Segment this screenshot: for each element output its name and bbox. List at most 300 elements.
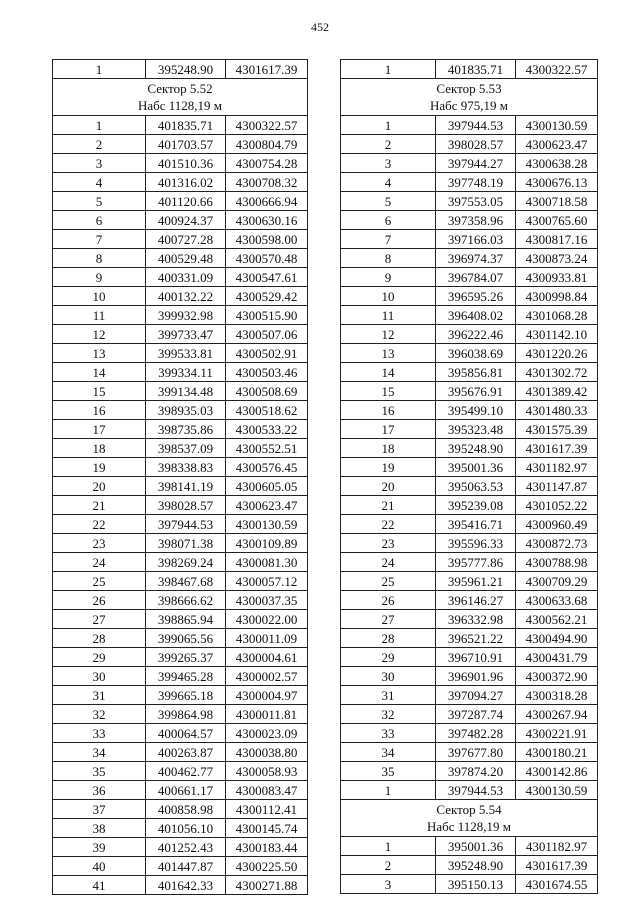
y-coordinate-cell: 4300022.00	[226, 610, 308, 629]
point-number-cell: 32	[341, 705, 436, 724]
point-number-cell: 31	[341, 686, 436, 705]
x-coordinate-cell: 398141.19	[146, 477, 226, 496]
y-coordinate-cell: 4300081.30	[226, 553, 308, 572]
y-coordinate-cell: 4300322.57	[516, 60, 598, 79]
x-coordinate-cell: 396222.46	[436, 325, 516, 344]
table-row	[53, 743, 308, 762]
table-row	[53, 287, 308, 306]
y-coordinate-cell: 4300267.94	[516, 705, 598, 724]
y-coordinate-cell: 4300011.09	[226, 629, 308, 648]
y-coordinate-cell: 4300494.90	[516, 629, 598, 648]
y-coordinate-cell: 4300788.98	[516, 553, 598, 572]
table-row	[341, 344, 598, 363]
sector-length: Набс 975,19 м	[429, 98, 509, 113]
point-number-cell: 20	[53, 477, 146, 496]
table-row	[53, 60, 308, 79]
y-coordinate-cell: 4300180.21	[516, 743, 598, 762]
x-coordinate-cell: 401316.02	[146, 173, 226, 192]
table-row	[53, 325, 308, 344]
table-row	[341, 382, 598, 401]
table-row	[53, 401, 308, 420]
y-coordinate-cell: 4300633.68	[516, 591, 598, 610]
x-coordinate-cell: 398028.57	[146, 496, 226, 515]
table-row	[53, 819, 308, 838]
point-number-cell: 15	[341, 382, 436, 401]
table-row	[53, 477, 308, 496]
x-coordinate-cell: 397287.74	[436, 705, 516, 724]
y-coordinate-cell: 4300708.32	[226, 173, 308, 192]
table-row	[53, 306, 308, 325]
y-coordinate-cell: 4300666.94	[226, 192, 308, 211]
table-row	[341, 629, 598, 648]
point-number-cell: 23	[341, 534, 436, 553]
y-coordinate-cell: 4300503.46	[226, 363, 308, 382]
y-coordinate-cell: 4300058.93	[226, 762, 308, 781]
table-row	[341, 249, 598, 268]
y-coordinate-cell: 4300605.05	[226, 477, 308, 496]
y-coordinate-cell: 4300112.41	[226, 800, 308, 819]
x-coordinate-cell: 396146.27	[436, 591, 516, 610]
x-coordinate-cell: 400727.28	[146, 230, 226, 249]
x-coordinate-cell: 401510.36	[146, 154, 226, 173]
x-coordinate-cell: 400064.57	[146, 724, 226, 743]
y-coordinate-cell: 4300623.47	[226, 496, 308, 515]
point-number-cell: 10	[53, 287, 146, 306]
table-row	[341, 192, 598, 211]
x-coordinate-cell: 395001.36	[436, 837, 516, 856]
y-coordinate-cell: 4301052.22	[516, 496, 598, 515]
y-coordinate-cell: 4300004.97	[226, 686, 308, 705]
point-number-cell: 1	[341, 116, 436, 135]
x-coordinate-cell: 397874.20	[436, 762, 516, 781]
y-coordinate-cell: 4300623.47	[516, 135, 598, 154]
x-coordinate-cell: 398028.57	[436, 135, 516, 154]
point-number-cell: 37	[53, 800, 146, 819]
table-row	[341, 363, 598, 382]
point-number-cell: 36	[53, 781, 146, 800]
y-coordinate-cell: 4300552.51	[226, 439, 308, 458]
y-coordinate-cell: 4300570.48	[226, 249, 308, 268]
table-row	[341, 496, 598, 515]
point-number-cell: 30	[341, 667, 436, 686]
x-coordinate-cell: 395961.21	[436, 572, 516, 591]
table-row	[53, 496, 308, 515]
point-number-cell: 19	[53, 458, 146, 477]
x-coordinate-cell: 399533.81	[146, 344, 226, 363]
page-number: 452	[311, 20, 329, 34]
point-number-cell: 7	[341, 230, 436, 249]
x-coordinate-cell: 400924.37	[146, 211, 226, 230]
x-coordinate-cell: 400462.77	[146, 762, 226, 781]
point-number-cell: 15	[53, 382, 146, 401]
table-row	[341, 116, 598, 135]
x-coordinate-cell: 401703.57	[146, 135, 226, 154]
point-number-cell: 29	[53, 648, 146, 667]
y-coordinate-cell: 4300130.59	[516, 116, 598, 135]
sector-header-row	[53, 79, 308, 116]
x-coordinate-cell: 396521.22	[436, 629, 516, 648]
y-coordinate-cell: 4300109.89	[226, 534, 308, 553]
table-row	[341, 306, 598, 325]
point-number-cell: 7	[53, 230, 146, 249]
x-coordinate-cell: 398537.09	[146, 439, 226, 458]
x-coordinate-cell: 396595.26	[436, 287, 516, 306]
x-coordinate-cell: 395323.48	[436, 420, 516, 439]
y-coordinate-cell: 4301220.26	[516, 344, 598, 363]
y-coordinate-cell: 4301142.10	[516, 325, 598, 344]
x-coordinate-cell: 401447.87	[146, 857, 226, 876]
y-coordinate-cell: 4300002.57	[226, 667, 308, 686]
x-coordinate-cell: 398865.94	[146, 610, 226, 629]
y-coordinate-cell: 4301068.28	[516, 306, 598, 325]
table-row	[53, 154, 308, 173]
table-row	[341, 667, 598, 686]
x-coordinate-cell: 401056.10	[146, 819, 226, 838]
x-coordinate-cell: 398735.86	[146, 420, 226, 439]
x-coordinate-cell: 395150.13	[436, 875, 516, 894]
table-row	[341, 401, 598, 420]
table-row	[341, 154, 598, 173]
table-row	[341, 477, 598, 496]
table-row	[341, 534, 598, 553]
y-coordinate-cell: 4301182.97	[516, 458, 598, 477]
x-coordinate-cell: 395676.91	[436, 382, 516, 401]
y-coordinate-cell: 4301182.97	[516, 837, 598, 856]
x-coordinate-cell: 397553.05	[436, 192, 516, 211]
point-number-cell: 41	[53, 876, 146, 895]
x-coordinate-cell: 395001.36	[436, 458, 516, 477]
y-coordinate-cell: 4300804.79	[226, 135, 308, 154]
x-coordinate-cell: 401120.66	[146, 192, 226, 211]
point-number-cell: 29	[341, 648, 436, 667]
y-coordinate-cell: 4300507.06	[226, 325, 308, 344]
point-number-cell: 13	[53, 344, 146, 363]
x-coordinate-cell: 397358.96	[436, 211, 516, 230]
point-number-cell: 2	[341, 135, 436, 154]
x-coordinate-cell: 396332.98	[436, 610, 516, 629]
sector-header	[341, 800, 598, 837]
table-row	[53, 192, 308, 211]
table-row	[53, 686, 308, 705]
point-number-cell: 34	[341, 743, 436, 762]
y-coordinate-cell: 4300960.49	[516, 515, 598, 534]
table-row	[341, 743, 598, 762]
table-row	[341, 553, 598, 572]
y-coordinate-cell: 4300225.50	[226, 857, 308, 876]
table-row	[341, 648, 598, 667]
table-row	[53, 762, 308, 781]
y-coordinate-cell: 4300023.09	[226, 724, 308, 743]
y-coordinate-cell: 4300011.81	[226, 705, 308, 724]
point-number-cell: 4	[341, 173, 436, 192]
point-number-cell: 25	[53, 572, 146, 591]
x-coordinate-cell: 399864.98	[146, 705, 226, 724]
table-row	[341, 287, 598, 306]
x-coordinate-cell: 395239.08	[436, 496, 516, 515]
point-number-cell: 25	[341, 572, 436, 591]
x-coordinate-cell: 399665.18	[146, 686, 226, 705]
point-number-cell: 33	[53, 724, 146, 743]
table-row	[53, 382, 308, 401]
point-number-cell: 24	[53, 553, 146, 572]
table-row	[341, 572, 598, 591]
x-coordinate-cell: 401835.71	[146, 116, 226, 135]
point-number-cell: 6	[53, 211, 146, 230]
y-coordinate-cell: 4300145.74	[226, 819, 308, 838]
x-coordinate-cell: 395777.86	[436, 553, 516, 572]
sector-header-row	[341, 800, 598, 837]
point-number-cell: 16	[341, 401, 436, 420]
x-coordinate-cell: 399065.56	[146, 629, 226, 648]
y-coordinate-cell: 4300518.62	[226, 401, 308, 420]
y-coordinate-cell: 4300817.16	[516, 230, 598, 249]
x-coordinate-cell: 397944.53	[436, 781, 516, 800]
y-coordinate-cell: 4300547.61	[226, 268, 308, 287]
table-row	[53, 116, 308, 135]
y-coordinate-cell: 4301617.39	[516, 439, 598, 458]
y-coordinate-cell: 4300372.90	[516, 667, 598, 686]
x-coordinate-cell: 400263.87	[146, 743, 226, 762]
x-coordinate-cell: 400529.48	[146, 249, 226, 268]
x-coordinate-cell: 401835.71	[436, 60, 516, 79]
table-row	[53, 173, 308, 192]
y-coordinate-cell: 4301575.39	[516, 420, 598, 439]
y-coordinate-cell: 4300529.42	[226, 287, 308, 306]
point-number-cell: 21	[341, 496, 436, 515]
table-row	[53, 458, 308, 477]
table-row	[53, 800, 308, 819]
y-coordinate-cell: 4300562.21	[516, 610, 598, 629]
point-number-cell: 11	[341, 306, 436, 325]
point-number-cell: 2	[53, 135, 146, 154]
y-coordinate-cell: 4300676.13	[516, 173, 598, 192]
table-row	[53, 439, 308, 458]
x-coordinate-cell: 396974.37	[436, 249, 516, 268]
y-coordinate-cell: 4300872.73	[516, 534, 598, 553]
point-number-cell: 1	[53, 116, 146, 135]
table-row	[53, 515, 308, 534]
point-number-cell: 1	[341, 781, 436, 800]
y-coordinate-cell: 4300038.80	[226, 743, 308, 762]
table-row	[341, 173, 598, 192]
point-number-cell: 17	[53, 420, 146, 439]
table-row	[341, 705, 598, 724]
point-number-cell: 39	[53, 838, 146, 857]
y-coordinate-cell: 4300221.91	[516, 724, 598, 743]
point-number-cell: 5	[341, 192, 436, 211]
x-coordinate-cell: 397944.53	[436, 116, 516, 135]
table-row	[53, 249, 308, 268]
point-number-cell: 12	[341, 325, 436, 344]
point-number-cell: 31	[53, 686, 146, 705]
point-number-cell: 1	[53, 60, 146, 79]
y-coordinate-cell: 4300318.28	[516, 686, 598, 705]
x-coordinate-cell: 400858.98	[146, 800, 226, 819]
table-row	[341, 515, 598, 534]
table-row	[53, 667, 308, 686]
point-number-cell: 14	[341, 363, 436, 382]
x-coordinate-cell: 395063.53	[436, 477, 516, 496]
y-coordinate-cell: 4300718.58	[516, 192, 598, 211]
table-row	[341, 856, 598, 875]
point-number-cell: 34	[53, 743, 146, 762]
point-number-cell: 1	[341, 60, 436, 79]
point-number-cell: 26	[341, 591, 436, 610]
y-coordinate-cell: 4301617.39	[516, 856, 598, 875]
point-number-cell: 3	[341, 875, 436, 894]
point-number-cell: 28	[53, 629, 146, 648]
point-number-cell: 21	[53, 496, 146, 515]
y-coordinate-cell: 4300183.44	[226, 838, 308, 857]
y-coordinate-cell: 4300271.88	[226, 876, 308, 895]
sector-header-row	[341, 79, 598, 116]
point-number-cell: 8	[53, 249, 146, 268]
x-coordinate-cell: 401642.33	[146, 876, 226, 895]
table-row	[53, 781, 308, 800]
table-row	[53, 610, 308, 629]
y-coordinate-cell: 4300037.35	[226, 591, 308, 610]
y-coordinate-cell: 4301389.42	[516, 382, 598, 401]
y-coordinate-cell: 4301302.72	[516, 363, 598, 382]
point-number-cell: 32	[53, 705, 146, 724]
y-coordinate-cell: 4300630.16	[226, 211, 308, 230]
point-number-cell: 10	[341, 287, 436, 306]
y-coordinate-cell: 4300502.91	[226, 344, 308, 363]
x-coordinate-cell: 397094.27	[436, 686, 516, 705]
x-coordinate-cell: 398269.24	[146, 553, 226, 572]
y-coordinate-cell: 4301480.33	[516, 401, 598, 420]
y-coordinate-cell: 4300142.86	[516, 762, 598, 781]
x-coordinate-cell: 396408.02	[436, 306, 516, 325]
table-row	[341, 724, 598, 743]
y-coordinate-cell: 4300515.90	[226, 306, 308, 325]
x-coordinate-cell: 395499.10	[436, 401, 516, 420]
point-number-cell: 1	[341, 837, 436, 856]
table-row	[53, 268, 308, 287]
point-number-cell: 24	[341, 553, 436, 572]
point-number-cell: 22	[53, 515, 146, 534]
x-coordinate-cell: 401252.43	[146, 838, 226, 857]
point-number-cell: 28	[341, 629, 436, 648]
point-number-cell: 35	[341, 762, 436, 781]
x-coordinate-cell: 395596.33	[436, 534, 516, 553]
point-number-cell: 33	[341, 724, 436, 743]
table-row	[53, 344, 308, 363]
sector-length: Набс 1128,19 м	[137, 98, 223, 113]
table-row	[341, 60, 598, 79]
table-row	[53, 420, 308, 439]
x-coordinate-cell: 399134.48	[146, 382, 226, 401]
point-number-cell: 27	[341, 610, 436, 629]
y-coordinate-cell: 4300638.28	[516, 154, 598, 173]
x-coordinate-cell: 398338.83	[146, 458, 226, 477]
y-coordinate-cell: 4300998.84	[516, 287, 598, 306]
x-coordinate-cell: 395248.90	[436, 856, 516, 875]
point-number-cell: 3	[53, 154, 146, 173]
y-coordinate-cell: 4300322.57	[226, 116, 308, 135]
point-number-cell: 26	[53, 591, 146, 610]
x-coordinate-cell: 395856.81	[436, 363, 516, 382]
y-coordinate-cell: 4301147.87	[516, 477, 598, 496]
point-number-cell: 38	[53, 819, 146, 838]
table-row	[341, 135, 598, 154]
point-number-cell: 4	[53, 173, 146, 192]
point-number-cell: 5	[53, 192, 146, 211]
y-coordinate-cell: 4300004.61	[226, 648, 308, 667]
point-number-cell: 11	[53, 306, 146, 325]
y-coordinate-cell: 4301617.39	[226, 60, 308, 79]
y-coordinate-cell: 4300130.59	[516, 781, 598, 800]
x-coordinate-cell: 400661.17	[146, 781, 226, 800]
y-coordinate-cell: 4300765.60	[516, 211, 598, 230]
table-row	[341, 875, 598, 894]
table-row	[341, 591, 598, 610]
x-coordinate-cell: 396784.07	[436, 268, 516, 287]
table-row	[53, 724, 308, 743]
table-row	[53, 648, 308, 667]
point-number-cell: 12	[53, 325, 146, 344]
point-number-cell: 35	[53, 762, 146, 781]
x-coordinate-cell: 397482.28	[436, 724, 516, 743]
x-coordinate-cell: 399465.28	[146, 667, 226, 686]
x-coordinate-cell: 399733.47	[146, 325, 226, 344]
x-coordinate-cell: 398935.03	[146, 401, 226, 420]
x-coordinate-cell: 398467.68	[146, 572, 226, 591]
table-row	[53, 857, 308, 876]
x-coordinate-cell: 397748.19	[436, 173, 516, 192]
sector-header	[53, 79, 308, 116]
table-row	[53, 211, 308, 230]
point-number-cell: 3	[341, 154, 436, 173]
point-number-cell: 2	[341, 856, 436, 875]
x-coordinate-cell: 397944.27	[436, 154, 516, 173]
point-number-cell: 6	[341, 211, 436, 230]
point-number-cell: 9	[341, 268, 436, 287]
point-number-cell: 30	[53, 667, 146, 686]
x-coordinate-cell: 398071.38	[146, 534, 226, 553]
table-row	[341, 762, 598, 781]
x-coordinate-cell: 395248.90	[436, 439, 516, 458]
y-coordinate-cell: 4300709.29	[516, 572, 598, 591]
table-row	[53, 591, 308, 610]
table-row	[341, 230, 598, 249]
table-row	[53, 572, 308, 591]
point-number-cell: 14	[53, 363, 146, 382]
x-coordinate-cell: 395248.90	[146, 60, 226, 79]
point-number-cell: 18	[341, 439, 436, 458]
coordinates-table-left-body	[53, 60, 308, 895]
y-coordinate-cell: 4301674.55	[516, 875, 598, 894]
y-coordinate-cell: 4300754.28	[226, 154, 308, 173]
point-number-cell: 9	[53, 268, 146, 287]
point-number-cell: 22	[341, 515, 436, 534]
y-coordinate-cell: 4300057.12	[226, 572, 308, 591]
x-coordinate-cell: 400331.09	[146, 268, 226, 287]
table-row	[341, 268, 598, 287]
table-row	[341, 211, 598, 230]
x-coordinate-cell: 399265.37	[146, 648, 226, 667]
table-row	[53, 876, 308, 895]
x-coordinate-cell: 396710.91	[436, 648, 516, 667]
x-coordinate-cell: 397944.53	[146, 515, 226, 534]
point-number-cell: 16	[53, 401, 146, 420]
sector-title: Сектор 5.53	[436, 81, 502, 96]
x-coordinate-cell: 395416.71	[436, 515, 516, 534]
sector-title: Сектор 5.54	[436, 802, 502, 817]
x-coordinate-cell: 400132.22	[146, 287, 226, 306]
y-coordinate-cell: 4300933.81	[516, 268, 598, 287]
point-number-cell: 17	[341, 420, 436, 439]
